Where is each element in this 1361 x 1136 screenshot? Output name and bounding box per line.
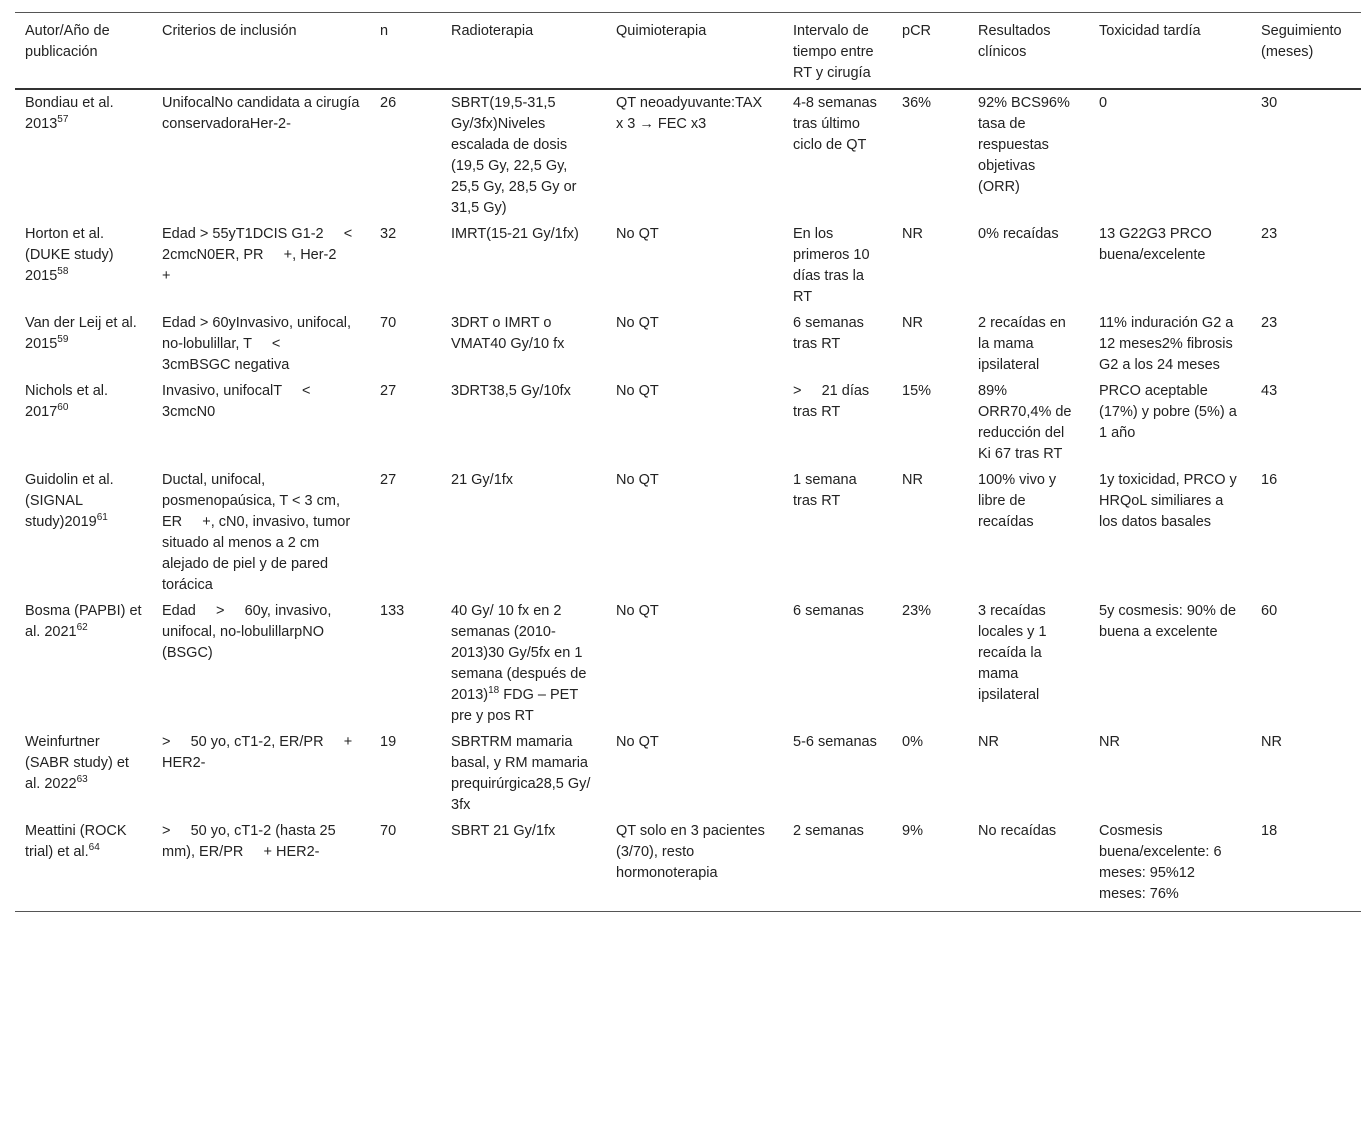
reference-number: 58: [57, 266, 69, 278]
followup-text: 23: [1261, 226, 1278, 242]
cell-chemotherapy: [606, 310, 783, 378]
cell-criteria: [152, 729, 370, 818]
cell-toxicity: [1089, 729, 1251, 818]
cell-toxicity: [1089, 598, 1251, 729]
chemotherapy-text: No QT: [616, 226, 659, 242]
cell-author: [15, 310, 152, 378]
chemotherapy-text: QT neoadyuvante:TAX x 3 → FEC x3: [616, 95, 767, 132]
cell-pcr: [892, 598, 968, 729]
cell-toxicity: [1089, 467, 1251, 598]
cell-radiotherapy: [441, 221, 606, 310]
radiotherapy-text: IMRT(15-21 Gy/1fx): [451, 226, 579, 242]
cell-criteria: [152, 818, 370, 912]
cell-results: [968, 467, 1089, 598]
cell-pcr: [892, 89, 968, 221]
cell-chemotherapy: [606, 818, 783, 912]
cell-results: [968, 310, 1089, 378]
header-n: n: [370, 13, 441, 90]
cell-n: [370, 89, 441, 221]
cell-author: [15, 818, 152, 912]
cell-interval: [783, 818, 892, 912]
cell-chemotherapy: [606, 729, 783, 818]
radiotherapy-text: 21 Gy/1fx: [451, 472, 514, 488]
results-text: 100% vivo y libre de recaídas: [978, 472, 1061, 530]
cell-results: [968, 818, 1089, 912]
cell-followup: [1251, 378, 1361, 467]
interval-text: > 21 días tras RT: [793, 383, 874, 420]
n-text: 133: [380, 603, 405, 619]
reference-number: 61: [96, 512, 108, 524]
cell-author: [15, 467, 152, 598]
table-row: [15, 598, 1361, 729]
studies-table: [15, 12, 1361, 912]
cell-pcr: [892, 221, 968, 310]
table-row: [15, 221, 1361, 310]
results-text: 0% recaídas: [978, 226, 1059, 242]
header-results: Resultados clínicos: [968, 13, 1089, 90]
cell-interval: [783, 221, 892, 310]
cell-criteria: [152, 378, 370, 467]
cell-pcr: [892, 467, 968, 598]
interval-text: En los primeros 10 días tras la RT: [793, 226, 874, 305]
followup-text: 18: [1261, 823, 1278, 839]
reference-number: 18: [488, 685, 500, 697]
cell-pcr: [892, 729, 968, 818]
radiotherapy-text: SBRTRM mamaria basal, y RM mamaria prequirúrgica28,5 Gy/ 3fx: [451, 734, 595, 813]
cell-criteria: [152, 598, 370, 729]
reference-number: 59: [57, 334, 69, 346]
cell-results: [968, 89, 1089, 221]
followup-text: NR: [1261, 734, 1282, 750]
cell-followup: [1251, 729, 1361, 818]
cell-followup: [1251, 89, 1361, 221]
cell-author: [15, 89, 152, 221]
radiotherapy-text-tail: FDG – PET pre y pos RT: [451, 687, 578, 724]
cell-radiotherapy: [441, 467, 606, 598]
cell-radiotherapy: [441, 729, 606, 818]
header-followup: Seguimiento (meses): [1251, 13, 1361, 90]
cell-chemotherapy: [606, 89, 783, 221]
header-toxicity: Toxicidad tardía: [1089, 13, 1251, 90]
chemotherapy-text: No QT: [616, 472, 659, 488]
cell-n: [370, 221, 441, 310]
interval-text: 1 semana tras RT: [793, 472, 861, 509]
n-text: 27: [380, 472, 397, 488]
chemotherapy-text: No QT: [616, 603, 659, 619]
cell-criteria: [152, 221, 373, 310]
header-pcr: pCR: [892, 13, 968, 90]
author-text: Weinfurtner (SABR study) et al. 2022: [25, 734, 129, 792]
results-text: 2 recaídas en la mama ipsilateral: [978, 315, 1070, 373]
pcr-text: NR: [902, 226, 923, 242]
chemotherapy-text: No QT: [616, 383, 659, 399]
cell-criteria: [152, 89, 370, 221]
header-interval: Intervalo de tiempo entre RT y cirugía: [783, 13, 892, 90]
reference-number: 60: [57, 402, 69, 414]
pcr-text: 36%: [902, 95, 932, 111]
cell-radiotherapy: [441, 598, 606, 729]
criteria-text: Ductal, unifocal, posmenopaúsica, T < 3 cm, ER +, cN0, invasivo, tumor situado al menos a 2 cm alejado de piel y de pared torácica: [162, 472, 355, 593]
reference-number: 63: [76, 774, 88, 786]
cell-n: [370, 378, 441, 467]
cell-interval: [783, 310, 892, 378]
results-text: 92% BCS96% tasa de respuestas objetivas (ORR): [978, 95, 1074, 195]
reference-number: 64: [88, 842, 100, 854]
chemotherapy-text: No QT: [616, 315, 659, 331]
cell-results: [968, 378, 1089, 467]
radiotherapy-text: 3DRT o IMRT o VMAT40 Gy/10 fx: [451, 315, 565, 352]
table-row: [15, 818, 1361, 912]
n-text: 70: [380, 823, 397, 839]
cell-n: [370, 598, 441, 729]
n-text: 27: [380, 383, 397, 399]
toxicity-text: 0: [1099, 95, 1108, 111]
cell-followup: [1251, 221, 1361, 310]
header-row: [15, 13, 1361, 90]
cell-interval: [783, 89, 892, 221]
followup-text: 23: [1261, 315, 1278, 331]
cell-interval: [783, 378, 892, 467]
radiotherapy-text: 40 Gy/ 10 fx en 2 semanas (2010-2013)30 Gy/5fx en 1 semana (después de 2013): [451, 603, 591, 703]
cell-n: [370, 467, 441, 598]
cell-author: [15, 598, 152, 729]
author-text: Meattini (ROCK trial) et al.: [25, 823, 127, 860]
cell-followup: [1251, 467, 1361, 598]
n-text: 70: [380, 315, 397, 331]
header-criteria: Criterios de inclusión: [152, 13, 370, 90]
cell-pcr: [892, 818, 968, 912]
toxicity-text: 11% induración G2 a 12 meses2% fibrosis G2 a los 24 meses: [1099, 315, 1238, 373]
n-text: 26: [380, 95, 397, 111]
cell-chemotherapy: [606, 467, 783, 598]
cell-results: [968, 729, 1089, 818]
results-text: NR: [978, 734, 999, 750]
cell-radiotherapy: [441, 310, 606, 378]
interval-text: 5-6 semanas: [793, 734, 877, 750]
criteria-text: Edad > 60y, invasivo, unifocal, no-lobulillarpNO (BSGC): [162, 603, 336, 661]
criteria-text: UnifocalNo candidata a cirugía conservadoraHer-2-: [162, 95, 364, 132]
author-text: Van der Leij et al. 2015: [25, 315, 137, 352]
interval-text: 4-8 semanas tras último ciclo de QT: [793, 95, 881, 153]
pcr-text: 0%: [902, 734, 923, 750]
toxicity-text: 5y cosmesis: 90% de buena a excelente: [1099, 603, 1241, 640]
cell-chemotherapy: [606, 221, 783, 310]
pcr-text: NR: [902, 472, 923, 488]
pcr-text: 23%: [902, 603, 932, 619]
cell-followup: [1251, 818, 1361, 912]
toxicity-text: NR: [1099, 734, 1120, 750]
cell-chemotherapy: [606, 378, 783, 467]
cell-author: [15, 378, 152, 467]
followup-text: 16: [1261, 472, 1278, 488]
cell-criteria: [152, 310, 370, 378]
cell-results: [968, 598, 1089, 729]
chemotherapy-text: No QT: [616, 734, 659, 750]
cell-interval: [783, 729, 892, 818]
table-row: [15, 378, 1361, 467]
cell-pcr: [892, 378, 968, 467]
cell-toxicity: [1089, 89, 1251, 221]
results-text: 3 recaídas locales y 1 recaída la mama ipsilateral: [978, 603, 1051, 703]
reference-number: 57: [57, 114, 69, 126]
cell-pcr: [892, 310, 968, 378]
cell-toxicity: [1089, 310, 1251, 378]
header-chemotherapy: Quimioterapia: [606, 13, 783, 90]
followup-text: 43: [1261, 383, 1278, 399]
pcr-text: NR: [902, 315, 923, 331]
header-author: Autor/Año de publicación: [15, 13, 152, 90]
table-row: [15, 310, 1361, 378]
n-text: 32: [380, 226, 397, 242]
pcr-text: 9%: [902, 823, 923, 839]
results-text: 89% ORR70,4% de reducción del Ki 67 tras RT: [978, 383, 1076, 462]
criteria-text: Invasivo, unifocalT < 3cmcN0: [162, 383, 331, 420]
table-row: [15, 729, 1361, 818]
cell-n: [370, 310, 441, 378]
table-row: [15, 467, 1361, 598]
table-row: [15, 89, 1361, 221]
results-text: No recaídas: [978, 823, 1057, 839]
cell-results: [968, 221, 1089, 310]
cell-radiotherapy: [441, 89, 606, 221]
cell-interval: [783, 598, 892, 729]
cell-radiotherapy: [441, 378, 606, 467]
toxicity-text: 13 G22G3 PRCO buena/excelente: [1099, 226, 1216, 263]
criteria-text: > 50 yo, cT1-2 (hasta 25 mm), ER/PR + HER2-: [162, 823, 340, 860]
author-text: Nichols et al. 2017: [25, 383, 109, 420]
author-text: Bosma (PAPBI) et al. 2021: [25, 603, 142, 640]
chemotherapy-text: QT solo en 3 pacientes (3/70), resto hormonoterapia: [616, 823, 769, 881]
cell-chemotherapy: [606, 598, 783, 729]
criteria-text: > 50 yo, cT1-2, ER/PR + HER2-: [162, 734, 357, 771]
radiotherapy-text: 3DRT38,5 Gy/10fx: [451, 383, 571, 399]
n-text: 19: [380, 734, 397, 750]
cell-followup: [1251, 598, 1361, 729]
criteria-text: Edad > 55yT1DCIS G1-2 < 2cmcN0ER, PR +, Her-2 +: [162, 226, 373, 284]
cell-radiotherapy: [441, 818, 606, 912]
cell-followup: [1251, 310, 1361, 378]
cell-criteria: [152, 467, 370, 598]
radiotherapy-text: SBRT(19,5-31,5 Gy/3fx)Niveles escalada de dosis (19,5 Gy, 22,5 Gy, 25,5 Gy, 28,5 Gy or 31,5 Gy): [451, 95, 581, 216]
reference-number: 62: [76, 622, 88, 634]
cell-toxicity: [1089, 378, 1251, 467]
interval-text: 2 semanas: [793, 823, 864, 839]
cell-author: [15, 221, 152, 310]
toxicity-text: Cosmesis buena/excelente: 6 meses: 95%12 meses: 76%: [1099, 823, 1226, 902]
cell-interval: [783, 467, 892, 598]
cell-author: [15, 729, 152, 818]
header-radiotherapy: Radioterapia: [441, 13, 606, 90]
author-text: Guidolin et al. (SIGNAL study)2019: [25, 472, 114, 530]
pcr-text: 15%: [902, 383, 932, 399]
cell-toxicity: [1089, 818, 1251, 912]
cell-n: [370, 818, 441, 912]
interval-text: 6 semanas tras RT: [793, 315, 868, 352]
cell-n: [370, 729, 441, 818]
radiotherapy-text: SBRT 21 Gy/1fx: [451, 823, 556, 839]
interval-text: 6 semanas: [793, 603, 864, 619]
cell-toxicity: [1089, 221, 1251, 310]
author-text: Bondiau et al. 2013: [25, 95, 114, 132]
followup-text: 60: [1261, 603, 1278, 619]
followup-text: 30: [1261, 95, 1278, 111]
toxicity-text: PRCO aceptable (17%) y pobre (5%) a 1 año: [1099, 383, 1241, 441]
criteria-text: Edad > 60yInvasivo, unifocal, no-lobulillar, T < 3cmBSGC negativa: [162, 315, 356, 373]
author-text: Horton et al. (DUKE study) 2015: [25, 226, 114, 284]
toxicity-text: 1y toxicidad, PRCO y HRQoL similiares a los datos basales: [1099, 472, 1241, 530]
